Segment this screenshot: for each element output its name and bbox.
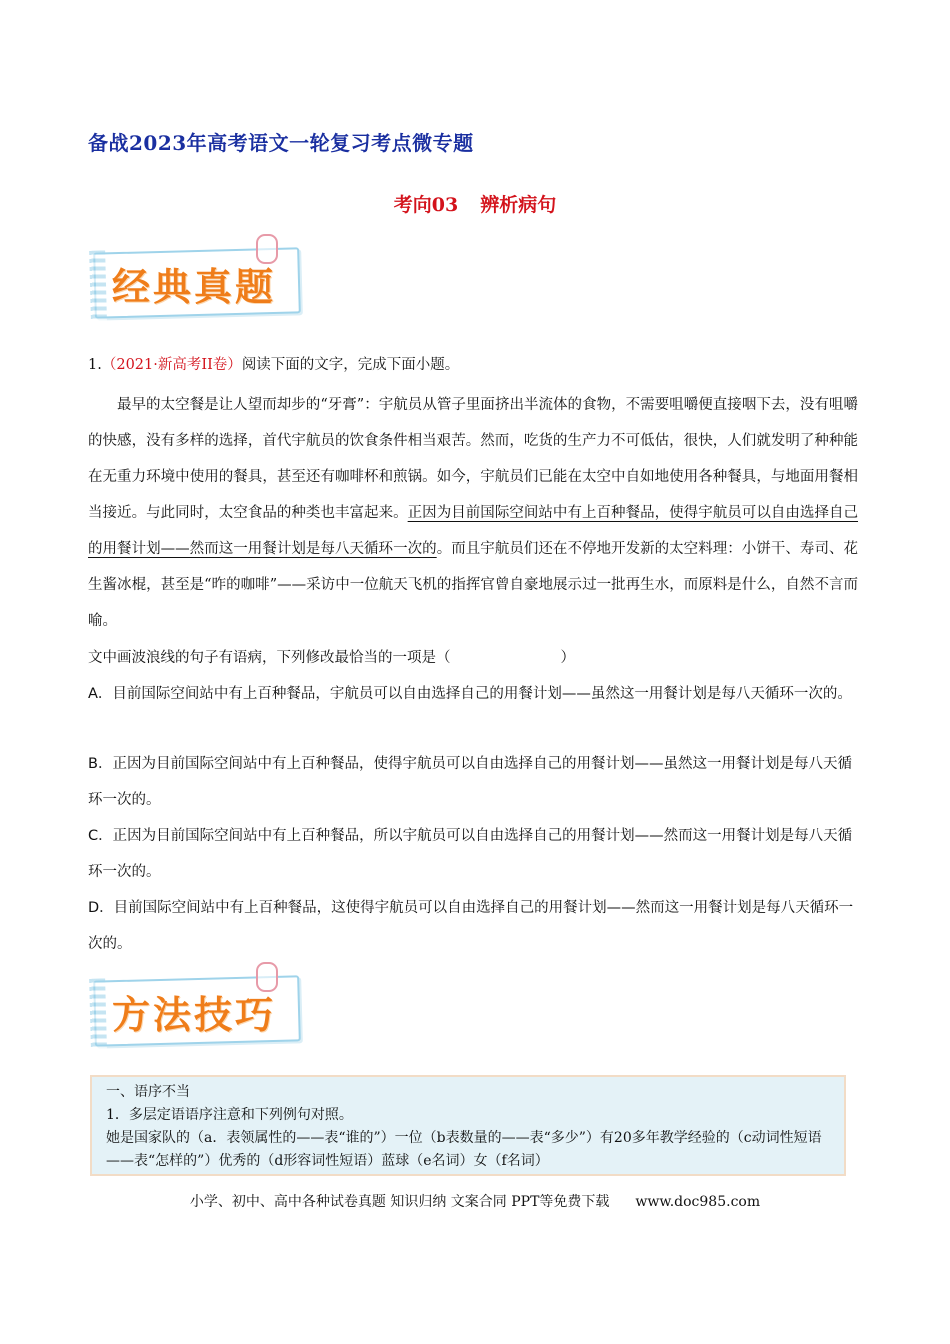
banner-method-label: 方法技巧 (112, 993, 277, 1037)
section-code: 考向03 (393, 194, 459, 216)
prompt-end: ） (560, 650, 575, 666)
passage-before: 最早的太空餐是让人望而却步的“牙膏”：宇航员从管子里面挤出半流体的食物，不需要咀嚼便直接咽下去，没有咀嚼的快感，没有多样的选择，首代宇航员的饮食条件相当艰苦。然而，吃货的生产力不可低估，很快，人们就发明了种种能在无重力环境中使用的餐具，甚至还有咖啡杯和煎锅。如今，宇航员们已能在太空中自如地使用各种餐具，与地面用餐相当接近。与此同时，太空食品的种类也丰富起来。 (88, 397, 858, 521)
section-title (0, 190, 950, 217)
banner-method (88, 968, 303, 1046)
question-number: 1. (88, 357, 102, 373)
passage-after: 。而且宇航员们还在不停地开发新的太空料理：小饼干、寿司、花生酱冰棍，甚至是“昨的咖啡”——采访中一位航天飞机的指挥官曾自豪地展示过一批再生水，而原料是什么，自然不言而喻。 (88, 541, 859, 629)
tips-example: 她是国家队的（a．表领属性的——表“谁的”）一位（b表数量的——表“多少”）有20多年教学经验的（c动词性短语——表“怎样的”）优秀的（d形容词性短语）蓝球（e名词）女（f名词） (106, 1130, 822, 1169)
footer (0, 1191, 950, 1211)
tips-item-1: 1．多层定语语序注意和下列例句对照。 (106, 1107, 353, 1123)
footer-site[interactable]: www.doc985.com (635, 1194, 761, 1210)
option-b: B．正因为目前国际空间站中有上百种餐品，使得宇航员可以自由选择自己的用餐计划——虽然这一用餐计划是每八天循环一次的。 (88, 756, 852, 808)
tips-box (90, 1075, 846, 1176)
banner-classic (88, 240, 303, 318)
series-title: 备战2023年高考语文一轮复习考点微专题 (88, 131, 474, 155)
section-name: 辨析病句 (480, 194, 557, 216)
option-d: D．目前国际空间站中有上百种餐品，这使得宇航员可以自由选择自己的用餐计划——然而这一用餐计划是每八天循环一次的。 (88, 900, 854, 952)
question-instruction: 阅读下面的文字，完成下面小题。 (241, 357, 460, 373)
question-prompt (88, 646, 575, 667)
option-c: C．正因为目前国际空间站中有上百种餐品，所以宇航员可以自由选择自己的用餐计划——然而这一用餐计划是每八天循环一次的。 (88, 828, 853, 880)
passage (88, 387, 858, 639)
tips-heading: 一、语序不当 (106, 1084, 190, 1100)
banner-classic-label: 经典真题 (112, 265, 277, 309)
option-a: A．目前国际空间站中有上百种餐品，宇航员可以自由选择自己的用餐计划——虽然这一用餐计划是每八天循环一次的。 (88, 686, 852, 702)
question-source: （2021·新高考II卷） (101, 357, 242, 373)
question-header (88, 353, 459, 374)
passage-underlined: 正因为目前国际空间站中有上百种餐品，使得宇航员可以自由选择自己的用餐计划——然而这一用餐计划是每八天循环一次的 (88, 505, 859, 557)
footer-text: 小学、初中、高中各种试卷真题 知识归纳 文案合同 PPT等免费下载 (189, 1194, 610, 1210)
prompt-text: 文中画波浪线的句子有语病，下列修改最恰当的一项是（ (88, 650, 451, 666)
